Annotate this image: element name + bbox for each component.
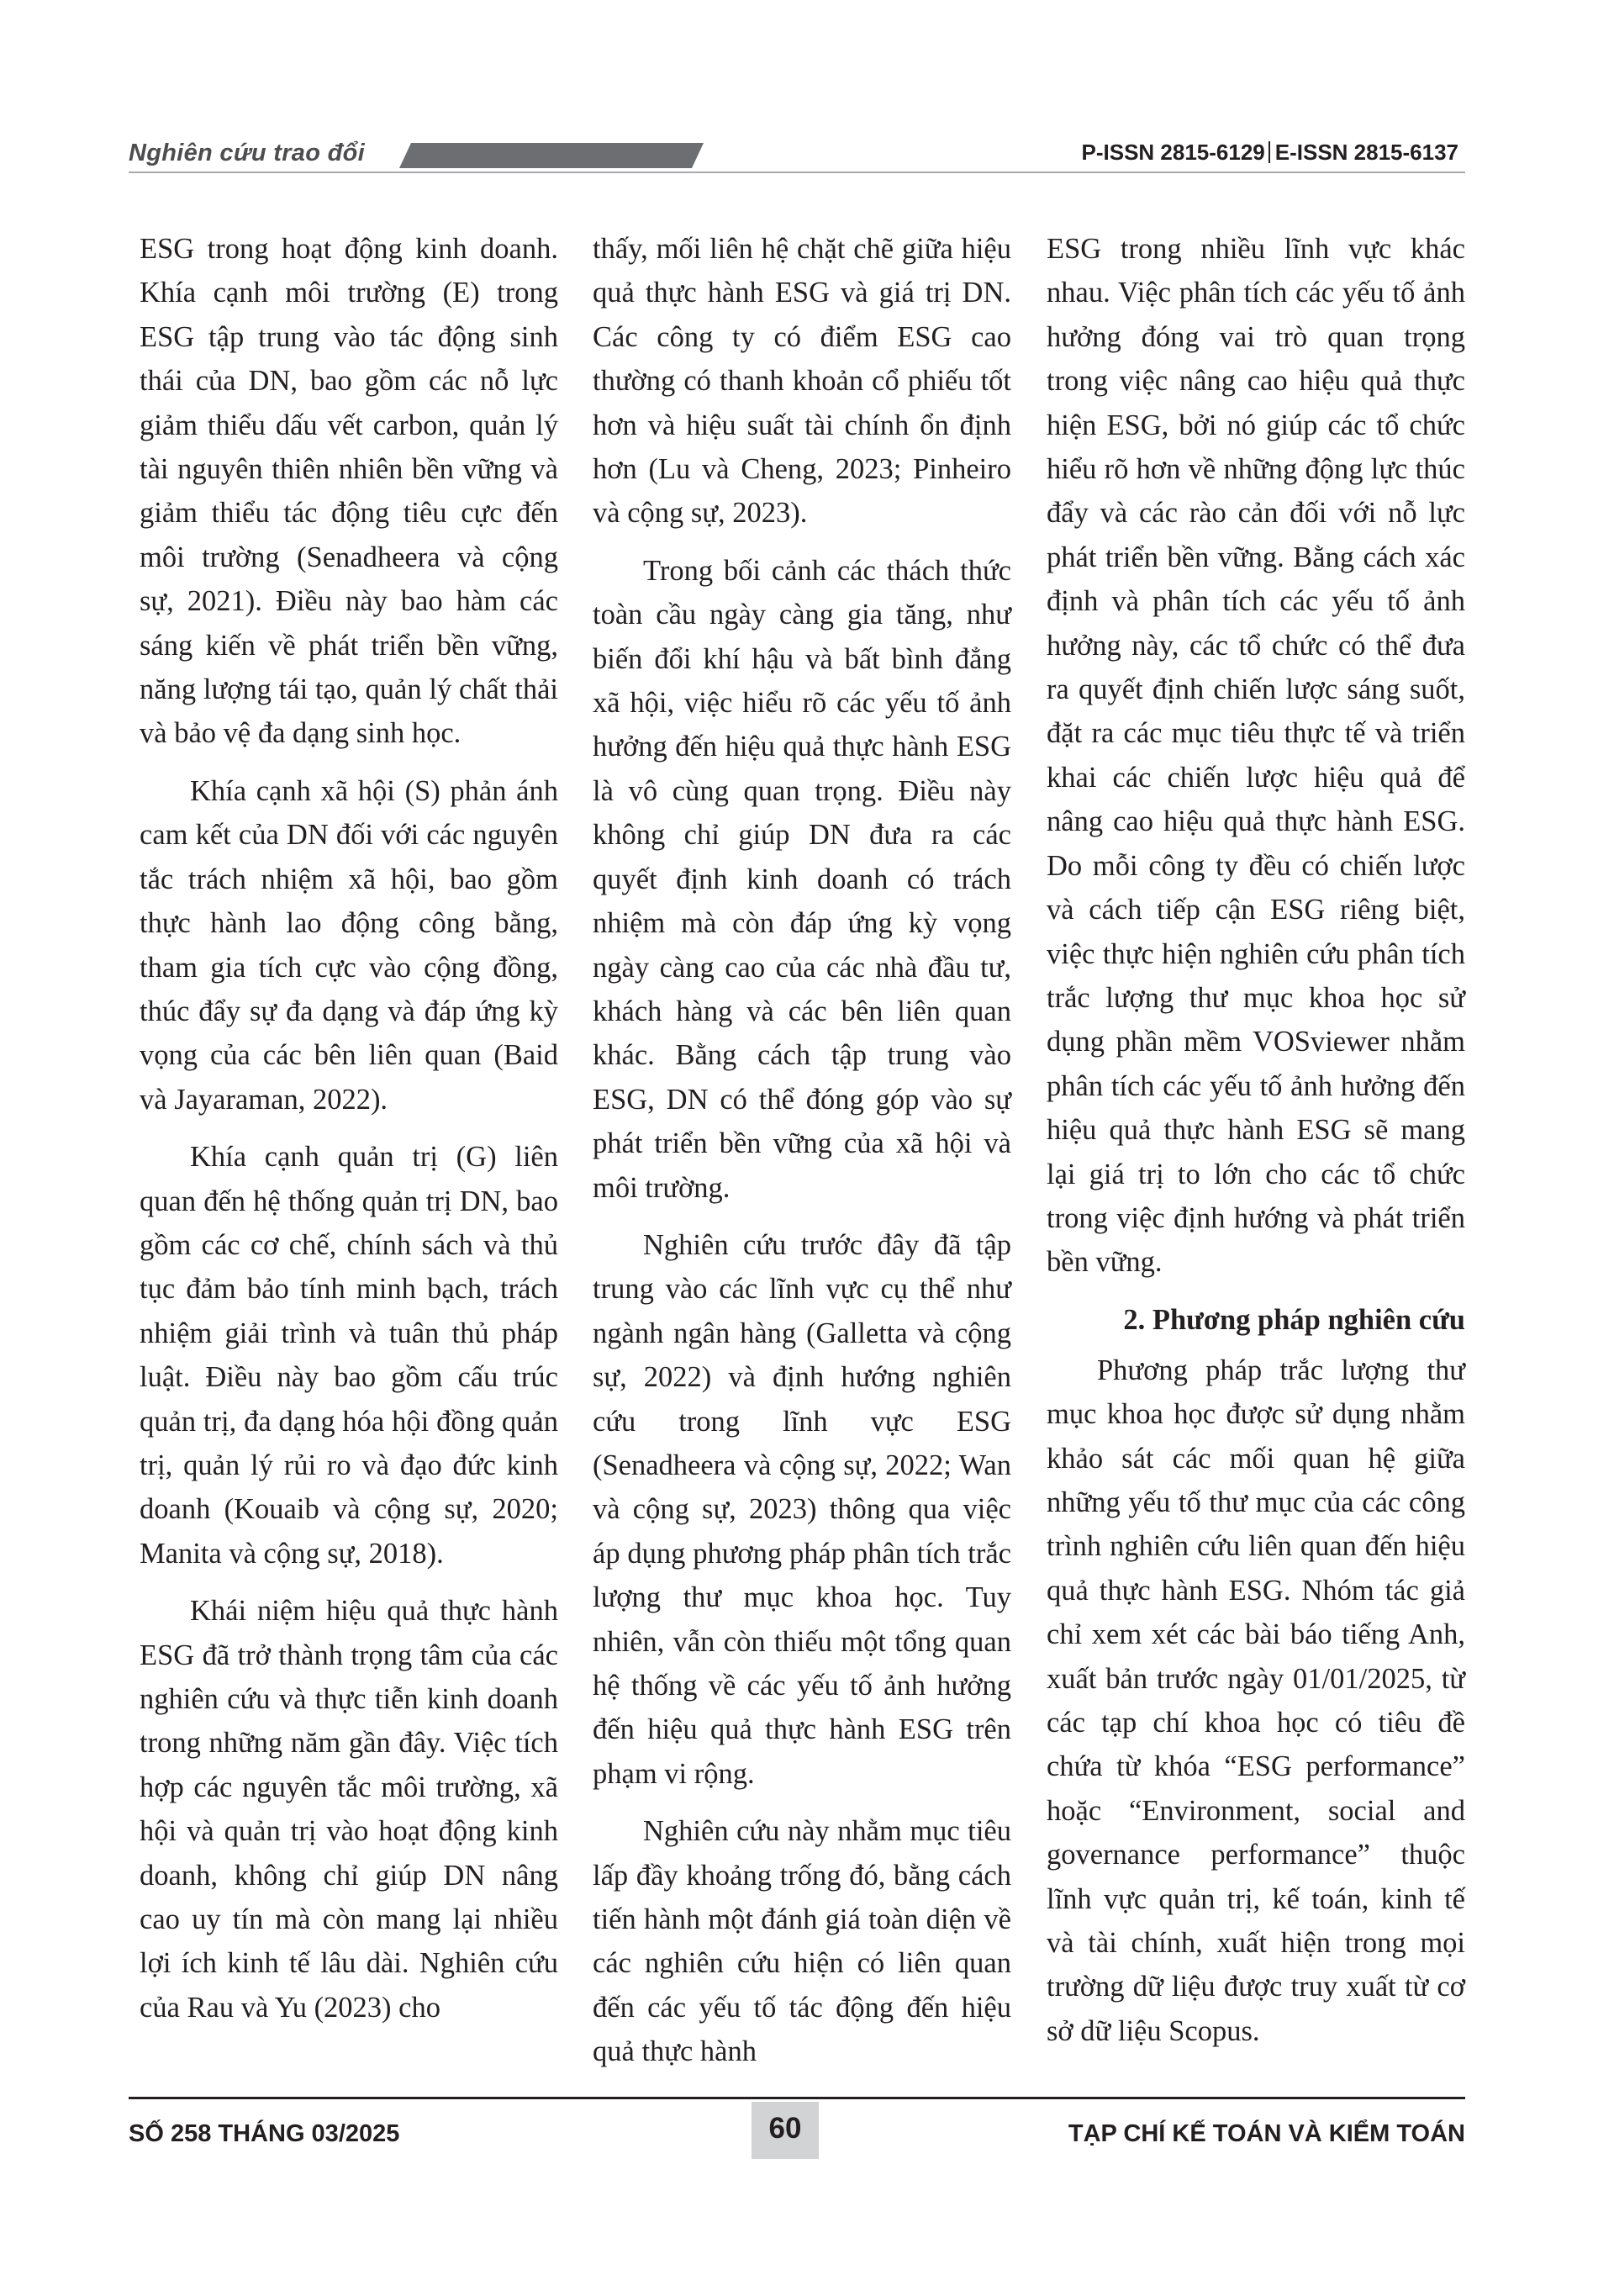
header-rule	[129, 172, 1465, 173]
pissn: P-ISSN 2815-6129	[1081, 140, 1265, 165]
journal-name: TẠP CHÍ KẾ TOÁN VÀ KIỂM TOÁN	[1068, 2120, 1465, 2147]
paragraph: Nghiên cứu này nhằm mục tiêu lấp đầy khoảng trống đó, bằng cách tiến hành một đánh giá toàn diện về các nghiên cứu hiện có liên quan đến các yếu tố tác động đến hiệu quả thực hành	[593, 1815, 1011, 2068]
text-column-2	[593, 227, 1011, 2088]
issue-label: SỐ 258 THÁNG 03/2025	[129, 2120, 400, 2147]
text-column-1	[140, 227, 558, 2043]
section-heading: 2. Phương pháp nghiên cứu	[1123, 1303, 1465, 1336]
issn-label	[1082, 140, 1459, 166]
paragraph: Nghiên cứu trước đây đã tập trung vào các lĩnh vực cụ thể như ngành ngân hàng (Galletta và cộng sự, 2022) và định hướng nghiên cứu trong lĩnh vực ESG (Senadheera và cộng sự, 2022; Wan và cộng sự, 2023) thông qua việc áp dụng phương pháp phân tích trắc lượng thư mục khoa học. Tuy nhiên, vẫn còn thiếu một tổng quan hệ thống về các yếu tố ảnh hưởng đến hiệu quả thực hành ESG trên phạm vi rộng.	[593, 1228, 1011, 1790]
paragraph: Trong bối cảnh các thách thức toàn cầu ngày càng gia tăng, như biến đổi khí hậu và bất bình đẳng xã hội, việc hiểu rõ các yếu tố ảnh hưởng đến hiệu quả thực hành ESG là vô cùng quan trọng. Điều này không chỉ giúp DN đưa ra các quyết định kinh doanh có trách nhiệm mà còn đáp ứng kỳ vọng ngày càng cao của các nhà đầu tư, khách hàng và các bên liên quan khác. Bằng cách tập trung vào ESG, DN có thể đóng góp vào sự phát triển bền vững của xã hội và môi trường.	[593, 554, 1011, 1204]
paragraph: ESG trong nhiều lĩnh vực khác nhau. Việc phân tích các yếu tố ảnh hưởng đóng vai trò quan trọng trong việc nâng cao hiệu quả thực hiện ESG, bởi nó giúp các tổ chức hiểu rõ hơn về những động lực thúc đẩy và các rào cản đối với nỗ lực phát triển bền vững. Bằng cách xác định và phân tích các yếu tố ảnh hưởng này, các tổ chức có thể đưa ra quyết định chiến lược sáng suốt, đặt ra các mục tiêu thực tế và triển khai các chiến lược hiệu quả để nâng cao hiệu quả thực hành ESG. Do mỗi công ty đều có chiến lược và cách tiếp cận ESG riêng biệt, việc thực hiện nghiên cứu phân tích trắc lượng thư mục khoa học sử dụng phần mềm VOSviewer nhằm phân tích các yếu tố ảnh hưởng đến hiệu quả thực hành ESG sẽ mang lại giá trị to lớn cho các tổ chức trong việc định hướng và phát triển bền vững.	[1047, 233, 1465, 1279]
eissn: E-ISSN 2815-6137	[1274, 140, 1458, 165]
paragraph: thấy, mối liên hệ chặt chẽ giữa hiệu quả thực hành ESG và giá trị DN. Các công ty có điểm ESG cao thường có thanh khoản cổ phiếu tốt hơn và hiệu suất tài chính ổn định hơn (Lu và Cheng, 2023; Pinheiro và cộng sự, 2023).	[593, 233, 1011, 530]
section-title: Nghiên cứu trao đổi	[129, 140, 365, 166]
paragraph: ESG trong hoạt động kinh doanh. Khía cạnh môi trường (E) trong ESG tập trung vào tác động sinh thái của DN, bao gồm các nỗ lực giảm thiểu dấu vết carbon, quản lý tài nguyên thiên nhiên bền vững và giảm thiểu tác động tiêu cực đến môi trường (Senadheera và cộng sự, 2021). Điều này bao hàm các sáng kiến về phát triển bền vững, năng lượng tái tạo, quản lý chất thải và bảo vệ đa dạng sinh học.	[140, 233, 558, 750]
page-header	[129, 135, 1465, 175]
paragraph: Khía cạnh xã hội (S) phản ánh cam kết của DN đối với các nguyên tắc trách nhiệm xã hội, bao gồm thực hành lao động công bằng, tham gia tích cực vào cộng đồng, thúc đẩy sự đa dạng và đáp ứng kỳ vọng của các bên liên quan (Baid và Jayaraman, 2022).	[140, 774, 558, 1116]
issn-separator	[1269, 141, 1270, 163]
footer-rule	[129, 2097, 1465, 2099]
paragraph: Khía cạnh quản trị (G) liên quan đến hệ thống quản trị DN, bao gồm các cơ chế, chính sách và thủ tục đảm bảo tính minh bạch, trách nhiệm giải trình và tuân thủ pháp luật. Điều này bao gồm cấu trúc quản trị, đa dạng hóa hội đồng quản trị, quản lý rủi ro và đạo đức kinh doanh (Kouaib và cộng sự, 2020; Manita và cộng sự, 2018).	[140, 1141, 558, 1570]
header-decorative-bar	[399, 143, 704, 168]
paragraph: Phương pháp trắc lượng thư mục khoa học được sử dụng nhằm khảo sát các mối quan hệ giữa những yếu tố thư mục của các công trình nghiên cứu liên quan đến hiệu quả thực hành ESG. Nhóm tác giả chỉ xem xét các bài báo tiếng Anh, xuất bản trước ngày 01/01/2025, từ các tạp chí khoa học có tiêu đề chứa từ khóa “ESG performance” hoặc “Environment, social and governance performance” thuộc lĩnh vực quản trị, kế toán, kinh tế và tài chính, xuất hiện trong mọi trường dữ liệu được truy xuất từ cơ sở dữ liệu Scopus.	[1047, 1354, 1465, 2047]
text-column-3	[1047, 227, 1465, 2066]
page-number: 60	[768, 2112, 802, 2145]
paragraph: Khái niệm hiệu quả thực hành ESG đã trở thành trọng tâm của các nghiên cứu và thực tiễn kinh doanh trong những năm gần đây. Việc tích hợp các nguyên tắc môi trường, xã hội và quản trị vào hoạt động kinh doanh, không chỉ giúp DN nâng cao uy tín mà còn mang lại nhiều lợi ích kinh tế lâu dài. Nghiên cứu của Rau và Yu (2023) cho	[140, 1595, 558, 2024]
